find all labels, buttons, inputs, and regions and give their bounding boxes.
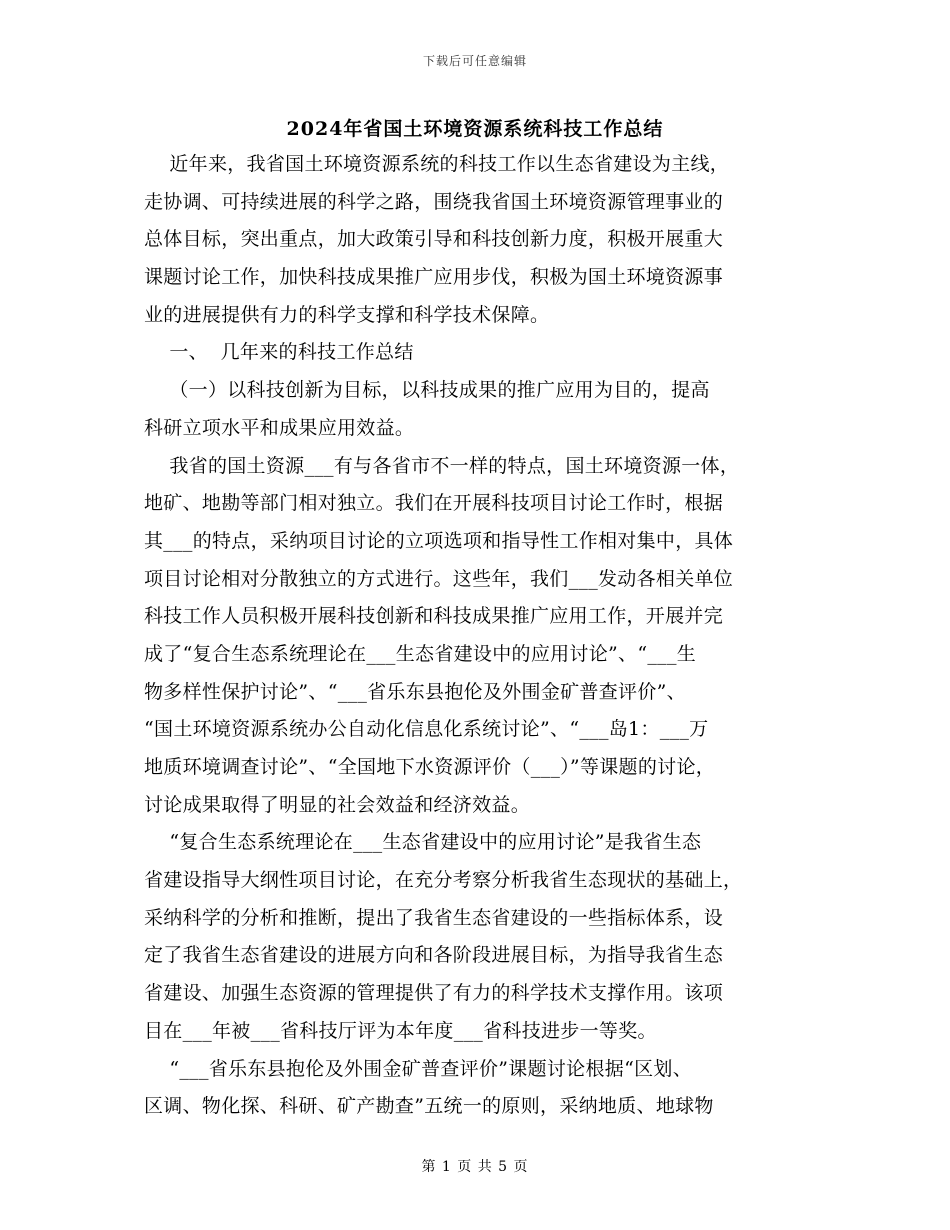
document-title: 2024年省国土环境资源系统科技工作总结 — [286, 118, 664, 140]
header-note: 下载后可任意编辑 — [422, 54, 527, 68]
body-line: 目在___年被___省科技厅评为本年度___省科技进步一等奖。 — [144, 1019, 657, 1042]
body-line: 课题讨论工作，加快科技成果推广应用步伐，积极为国土环境资源事 — [144, 266, 724, 289]
body-line: 走协调、可持续进展的科学之路，围绕我省国土环境资源管理事业的 — [144, 190, 724, 213]
body-line: 地质环境调查讨论”、“全国地下水资源评价（___）”等课题的讨论， — [144, 756, 716, 778]
body-line: 近年来，我省国土环境资源系统的科技工作以生态省建设为主线， — [144, 153, 730, 175]
body-line: 科研立项水平和成果应用效益。 — [144, 416, 415, 439]
page-footer: 第 1 页 共 5 页 — [421, 1159, 529, 1175]
section-heading: 一、 几年来的科技工作总结 — [144, 341, 414, 364]
body-line: 采纳科学的分析和推断，提出了我省生态省建设的一些指标体系，设 — [144, 906, 724, 929]
body-line: 区调、物化探、科研、矿产勘查”五统一的原则，采纳地质、地球物 — [144, 1095, 714, 1118]
body-line: 省建设、加强生态资源的管理提供了有力的科学技术支撑作用。该项 — [144, 982, 724, 1005]
body-line: “国土环境资源系统办公自动化信息化系统讨论”、“___岛1：___万 — [144, 718, 709, 741]
body-line: 项目讨论相对分散独立的方式进行。这些年，我们___发动各相关单位 — [144, 567, 734, 590]
body-line: 省建设指导大纲性项目讨论，在充分考察分析我省生态现状的基础上， — [144, 869, 743, 892]
body-line: 科技工作人员积极开展科技创新和科技成果推广应用工作，开展并完 — [144, 605, 724, 628]
body-line: “___省乐东县抱伦及外围金矿普查评价”课题讨论根据“区划、 — [144, 1057, 692, 1080]
subsection-heading: （一）以科技创新为目标，以科技成果的推广应用为目的，提高 — [144, 379, 710, 402]
body-line: 定了我省生态省建设的进展方向和各阶段进展目标，为指导我省生态 — [144, 944, 724, 967]
body-line: 其___的特点，采纳项目讨论的立项选项和指导性工作相对集中，具体 — [144, 529, 734, 552]
body-line: 物多样性保护讨论”、“___省乐东县抱伦及外围金矿普查评价”、 — [144, 680, 686, 703]
body-line: 业的进展提供有力的科学支撑和科学技术保障。 — [144, 303, 550, 326]
body-line: 成了“复合生态系统理论在___生态省建设中的应用讨论”、“___生 — [144, 642, 697, 665]
document-body — [144, 146, 809, 1126]
body-line: 我省的国土资源___有与各省市不一样的特点，国土环境资源一体， — [144, 454, 740, 477]
body-line: 总体目标，突出重点，加大政策引导和科技创新力度，积极开展重大 — [144, 228, 724, 251]
body-line: 讨论成果取得了明显的社会效益和经济效益。 — [144, 793, 531, 816]
body-line: 地矿、地勘等部门相对独立。我们在开展科技项目讨论工作时，根据 — [144, 492, 724, 515]
body-line: “复合生态系统理论在___生态省建设中的应用讨论”是我省生态 — [144, 831, 702, 854]
